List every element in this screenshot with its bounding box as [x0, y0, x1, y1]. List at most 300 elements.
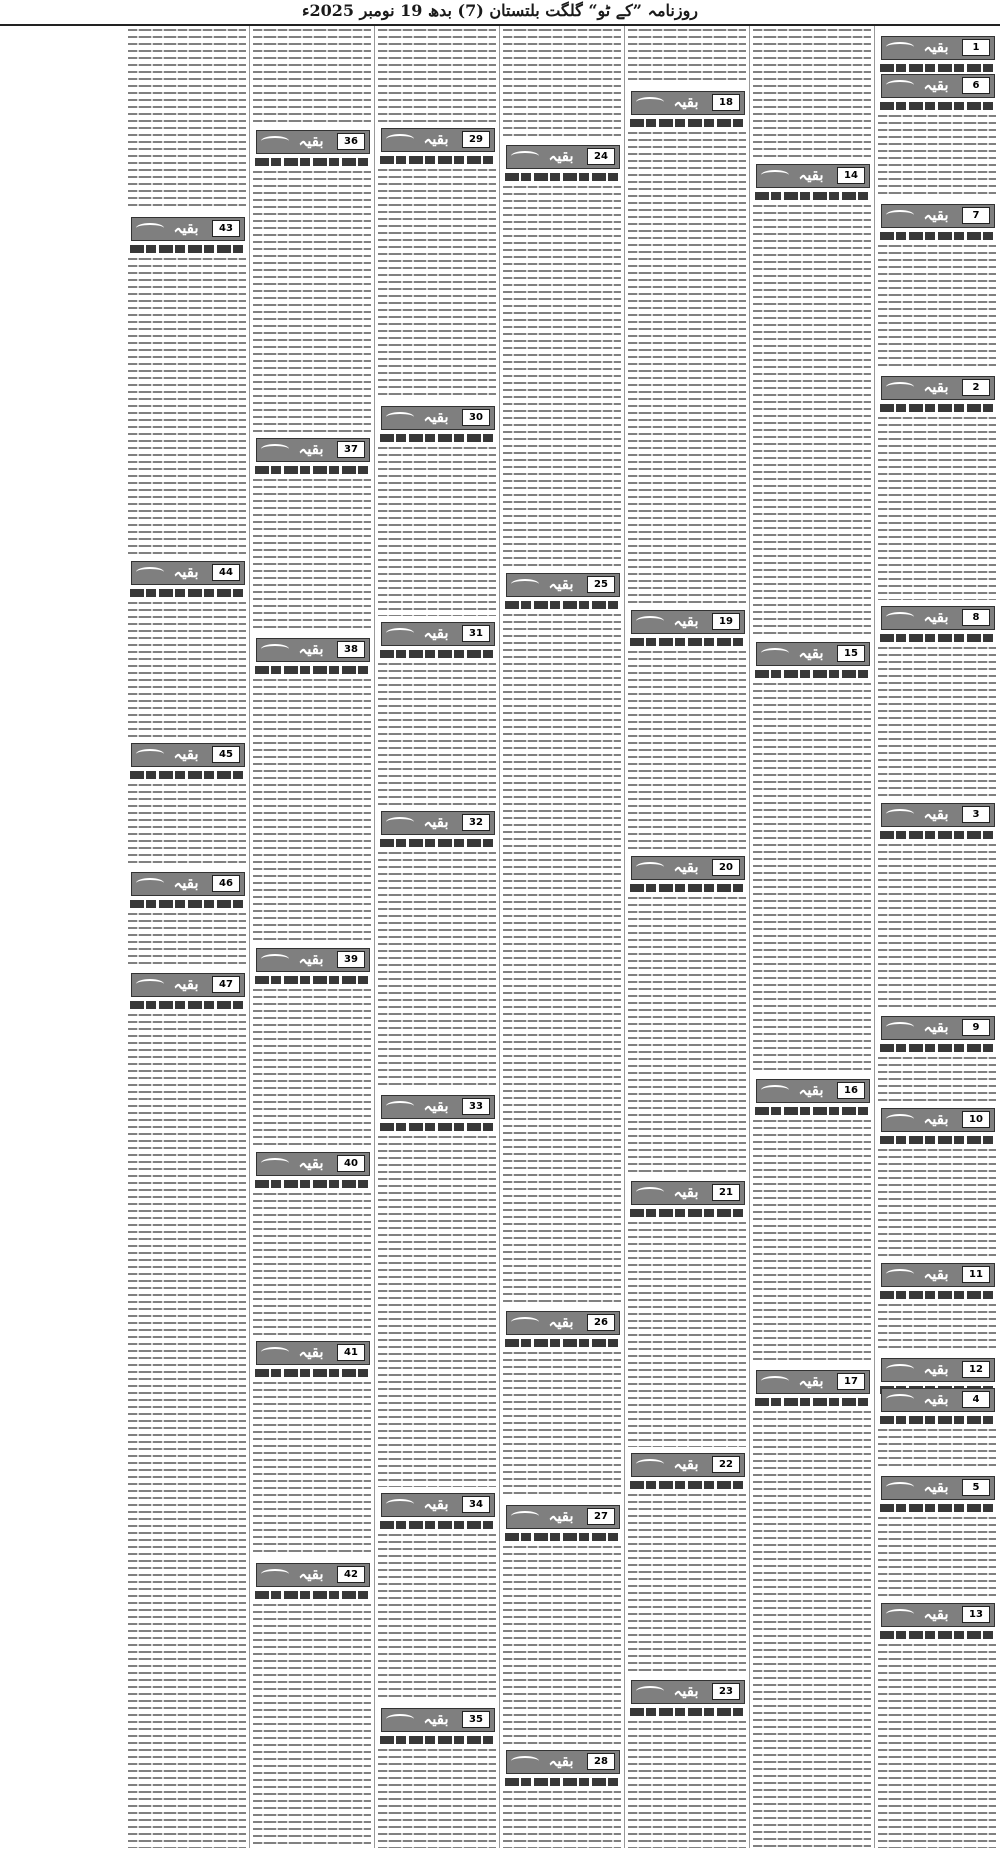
- continuation-badge: [878, 1474, 996, 1500]
- article-text: [753, 26, 871, 158]
- article-lead-line: [505, 1533, 619, 1541]
- article-text: [503, 1349, 621, 1499]
- swoosh-icon: [511, 579, 539, 589]
- article-text: [878, 1301, 996, 1352]
- badge-number: 8: [962, 609, 990, 626]
- article-lead-line: [130, 245, 244, 253]
- badge-number: 10: [962, 1111, 990, 1128]
- swoosh-icon: [261, 136, 289, 146]
- badge-word: بقیہ: [173, 874, 199, 892]
- article-text: [628, 129, 746, 604]
- article-lead-line: [130, 900, 244, 908]
- article-text: [253, 1601, 371, 1848]
- swoosh-icon: [261, 444, 289, 454]
- badge-number: 14: [837, 167, 865, 184]
- newspaper-header: [0, 0, 1000, 26]
- badge-number: 20: [712, 859, 740, 876]
- swoosh-icon: [886, 210, 914, 220]
- article-column: [503, 26, 621, 1848]
- continuation-badge: [128, 215, 246, 241]
- badge-number: 28: [587, 1753, 615, 1770]
- continuation-badge: [128, 971, 246, 997]
- badge-word: بقیہ: [798, 1081, 824, 1099]
- article-lead-line: [255, 466, 369, 474]
- continuation-badge: [378, 404, 496, 430]
- article-lead-line: [130, 589, 244, 597]
- continuation-badge: [878, 604, 996, 630]
- badge-word: بقیہ: [673, 1455, 699, 1473]
- badge-number: 41: [337, 1344, 365, 1361]
- swoosh-icon: [386, 134, 414, 144]
- continuation-badge: [378, 1491, 496, 1517]
- article-text: [253, 1379, 371, 1557]
- badge-word: بقیہ: [298, 640, 324, 658]
- swoosh-icon: [761, 1085, 789, 1095]
- continuation-badge: [253, 1150, 371, 1176]
- article-text: [378, 660, 496, 805]
- badge-number: 13: [962, 1606, 990, 1623]
- badge-number: 15: [837, 645, 865, 662]
- article-lead-line: [380, 434, 494, 442]
- badge-number: 34: [462, 1496, 490, 1513]
- article-lead-line: [380, 156, 494, 164]
- swoosh-icon: [261, 1569, 289, 1579]
- badge-number: 40: [337, 1155, 365, 1172]
- badge-number: 36: [337, 133, 365, 150]
- article-lead-line: [630, 638, 744, 646]
- article-lead-line: [505, 601, 619, 609]
- article-text: [753, 1117, 871, 1364]
- continuation-badge: [753, 1368, 871, 1394]
- badge-word: بقیہ: [923, 76, 949, 94]
- article-lead-line: [755, 192, 869, 200]
- badge-number: 46: [212, 875, 240, 892]
- swoosh-icon: [886, 1114, 914, 1124]
- article-text: [253, 676, 371, 942]
- article-column: [878, 26, 996, 1848]
- swoosh-icon: [386, 628, 414, 638]
- article-lead-line: [130, 1001, 244, 1009]
- badge-word: بقیہ: [548, 1507, 574, 1525]
- swoosh-icon: [886, 809, 914, 819]
- swoosh-icon: [636, 97, 664, 107]
- continuation-badge: [878, 202, 996, 228]
- swoosh-icon: [386, 817, 414, 827]
- article-lead-line: [380, 1123, 494, 1131]
- badge-word: بقیہ: [923, 1110, 949, 1128]
- article-column: [253, 26, 371, 1848]
- badge-number: 22: [712, 1456, 740, 1473]
- newspaper-page: [4, 26, 996, 1848]
- article-text: [878, 414, 996, 600]
- article-text: [878, 644, 996, 797]
- article-lead-line: [880, 1044, 994, 1052]
- badge-number: 25: [587, 576, 615, 593]
- article-lead-line: [505, 173, 619, 181]
- continuation-badge: [628, 1678, 746, 1704]
- badge-number: 44: [212, 564, 240, 581]
- badge-number: 47: [212, 976, 240, 993]
- badge-word: بقیہ: [548, 575, 574, 593]
- article-lead-line: [505, 1339, 619, 1347]
- swoosh-icon: [511, 1756, 539, 1766]
- swoosh-icon: [511, 1511, 539, 1521]
- article-lead-line: [130, 771, 244, 779]
- article-text: [128, 255, 246, 555]
- swoosh-icon: [136, 979, 164, 989]
- swoosh-icon: [136, 749, 164, 759]
- swoosh-icon: [636, 862, 664, 872]
- article-text: [128, 26, 246, 211]
- continuation-badge: [878, 801, 996, 827]
- article-lead-line: [380, 839, 494, 847]
- swoosh-icon: [261, 644, 289, 654]
- continuation-badge: [128, 741, 246, 767]
- column-divider: [374, 26, 375, 1848]
- swoosh-icon: [886, 1394, 914, 1404]
- article-lead-line: [755, 1398, 869, 1406]
- badge-number: 35: [462, 1711, 490, 1728]
- badge-word: بقیہ: [423, 408, 449, 426]
- badge-word: بقیہ: [298, 1154, 324, 1172]
- continuation-badge: [628, 1179, 746, 1205]
- badge-number: 26: [587, 1314, 615, 1331]
- badge-word: بقیہ: [798, 166, 824, 184]
- badge-word: بقیہ: [423, 1495, 449, 1513]
- continuation-badge: [128, 870, 246, 896]
- article-text: [878, 1641, 996, 1848]
- article-text: [503, 611, 621, 1305]
- continuation-badge: [378, 809, 496, 835]
- article-lead-line: [880, 1631, 994, 1639]
- article-text: [878, 242, 996, 370]
- swoosh-icon: [261, 1158, 289, 1168]
- badge-word: بقیہ: [673, 858, 699, 876]
- swoosh-icon: [636, 616, 664, 626]
- swoosh-icon: [511, 1317, 539, 1327]
- swoosh-icon: [136, 223, 164, 233]
- article-text: [878, 1426, 996, 1470]
- badge-number: 33: [462, 1098, 490, 1115]
- badge-word: بقیہ: [923, 378, 949, 396]
- continuation-badge: [378, 620, 496, 646]
- article-lead-line: [755, 670, 869, 678]
- badge-number: 2: [962, 379, 990, 396]
- badge-word: بقیہ: [423, 1097, 449, 1115]
- article-lead-line: [630, 884, 744, 892]
- continuation-badge: [628, 854, 746, 880]
- article-text: [128, 1011, 246, 1848]
- article-text: [503, 183, 621, 567]
- swoosh-icon: [886, 1269, 914, 1279]
- article-lead-line: [630, 1209, 744, 1217]
- badge-number: 17: [837, 1373, 865, 1390]
- continuation-badge: [878, 1261, 996, 1287]
- badge-word: بقیہ: [423, 1710, 449, 1728]
- article-text: [378, 1133, 496, 1487]
- badge-number: 3: [962, 806, 990, 823]
- badge-word: بقیہ: [548, 147, 574, 165]
- continuation-badge: [878, 34, 996, 60]
- continuation-badge: [503, 143, 621, 169]
- badge-number: 29: [462, 131, 490, 148]
- article-text: [753, 680, 871, 1073]
- article-lead-line: [880, 64, 994, 72]
- article-lead-line: [255, 1180, 369, 1188]
- swoosh-icon: [386, 412, 414, 422]
- article-lead-line: [755, 1107, 869, 1115]
- article-text: [128, 599, 246, 737]
- article-lead-line: [880, 1291, 994, 1299]
- article-text: [628, 26, 746, 85]
- article-lead-line: [255, 976, 369, 984]
- badge-number: 4: [962, 1391, 990, 1408]
- swoosh-icon: [761, 1376, 789, 1386]
- article-lead-line: [505, 1778, 619, 1786]
- column-divider: [624, 26, 625, 1848]
- article-text: [128, 910, 246, 967]
- badge-number: 5: [962, 1479, 990, 1496]
- badge-number: 32: [462, 814, 490, 831]
- continuation-badge: [878, 1386, 996, 1412]
- continuation-badge: [253, 1339, 371, 1365]
- swoosh-icon: [886, 80, 914, 90]
- badge-word: بقیہ: [673, 1183, 699, 1201]
- article-text: [503, 1543, 621, 1744]
- swoosh-icon: [886, 1022, 914, 1032]
- swoosh-icon: [136, 567, 164, 577]
- continuation-badge: [878, 1014, 996, 1040]
- badge-number: 39: [337, 951, 365, 968]
- badge-word: بقیہ: [923, 608, 949, 626]
- badge-number: 1: [962, 39, 990, 56]
- article-text: [628, 1219, 746, 1447]
- swoosh-icon: [386, 1101, 414, 1111]
- continuation-badge: [378, 126, 496, 152]
- continuation-badge: [253, 1561, 371, 1587]
- continuation-badge: [503, 1748, 621, 1774]
- continuation-badge: [628, 1451, 746, 1477]
- badge-word: بقیہ: [798, 1372, 824, 1390]
- continuation-badge: [253, 436, 371, 462]
- article-lead-line: [380, 1521, 494, 1529]
- article-lead-line: [880, 102, 994, 110]
- swoosh-icon: [886, 1609, 914, 1619]
- article-text: [378, 849, 496, 1089]
- continuation-badge: [253, 128, 371, 154]
- badge-word: بقیہ: [923, 1478, 949, 1496]
- swoosh-icon: [261, 954, 289, 964]
- swoosh-icon: [636, 1187, 664, 1197]
- badge-number: 30: [462, 409, 490, 426]
- badge-word: بقیہ: [298, 950, 324, 968]
- badge-number: 31: [462, 625, 490, 642]
- article-text: [878, 1514, 996, 1597]
- continuation-badge: [878, 1106, 996, 1132]
- article-lead-line: [380, 1736, 494, 1744]
- badge-word: بقیہ: [923, 206, 949, 224]
- continuation-badge: [503, 1503, 621, 1529]
- article-lead-line: [255, 158, 369, 166]
- badge-word: بقیہ: [923, 1390, 949, 1408]
- badge-number: 23: [712, 1683, 740, 1700]
- article-lead-line: [380, 650, 494, 658]
- article-text: [628, 648, 746, 850]
- swoosh-icon: [511, 151, 539, 161]
- swoosh-icon: [761, 170, 789, 180]
- article-lead-line: [255, 666, 369, 674]
- article-text: [753, 202, 871, 636]
- article-column: [628, 26, 746, 1848]
- continuation-badge: [628, 89, 746, 115]
- article-text: [503, 26, 621, 139]
- badge-word: بقیہ: [423, 813, 449, 831]
- swoosh-icon: [261, 1347, 289, 1357]
- badge-number: 9: [962, 1019, 990, 1036]
- article-text: [253, 986, 371, 1146]
- article-text: [378, 444, 496, 616]
- continuation-badge: [253, 636, 371, 662]
- swoosh-icon: [886, 42, 914, 52]
- article-text: [628, 1718, 746, 1848]
- continuation-badge: [878, 374, 996, 400]
- article-lead-line: [880, 634, 994, 642]
- continuation-badge: [878, 1356, 996, 1382]
- swoosh-icon: [761, 648, 789, 658]
- article-column: [128, 26, 246, 1848]
- article-lead-line: [255, 1591, 369, 1599]
- badge-number: 21: [712, 1184, 740, 1201]
- badge-word: بقیہ: [923, 1265, 949, 1283]
- badge-number: 45: [212, 746, 240, 763]
- badge-number: 19: [712, 613, 740, 630]
- badge-number: 6: [962, 77, 990, 94]
- badge-number: 7: [962, 207, 990, 224]
- badge-number: 16: [837, 1082, 865, 1099]
- swoosh-icon: [886, 382, 914, 392]
- article-lead-line: [880, 831, 994, 839]
- swoosh-icon: [386, 1714, 414, 1724]
- article-text: [878, 1146, 996, 1257]
- article-lead-line: [880, 404, 994, 412]
- badge-word: بقیہ: [423, 624, 449, 642]
- continuation-badge: [378, 1093, 496, 1119]
- column-divider: [499, 26, 500, 1848]
- badge-word: بقیہ: [298, 1565, 324, 1583]
- article-lead-line: [630, 119, 744, 127]
- article-lead-line: [880, 1416, 994, 1424]
- badge-word: بقیہ: [673, 1682, 699, 1700]
- article-text: [378, 166, 496, 400]
- badge-word: بقیہ: [923, 38, 949, 56]
- article-lead-line: [880, 1136, 994, 1144]
- article-lead-line: [630, 1708, 744, 1716]
- article-text: [878, 841, 996, 1010]
- swoosh-icon: [636, 1686, 664, 1696]
- badge-number: 11: [962, 1266, 990, 1283]
- article-lead-line: [630, 1481, 744, 1489]
- article-lead-line: [880, 1504, 994, 1512]
- badge-word: بقیہ: [298, 440, 324, 458]
- article-text: [753, 1408, 871, 1848]
- swoosh-icon: [136, 878, 164, 888]
- swoosh-icon: [886, 1364, 914, 1374]
- continuation-badge: [503, 1309, 621, 1335]
- badge-word: بقیہ: [173, 745, 199, 763]
- article-text: [253, 168, 371, 432]
- article-text: [253, 476, 371, 632]
- continuation-badge: [128, 559, 246, 585]
- page-title: روزنامہ ”کے ٹو“ گلگت بلتستان (7) بدھ 19 نومبر 2025ء: [301, 1, 699, 20]
- column-divider: [249, 26, 250, 1848]
- badge-word: بقیہ: [923, 805, 949, 823]
- badge-word: بقیہ: [423, 130, 449, 148]
- badge-word: بقیہ: [673, 93, 699, 111]
- badge-word: بقیہ: [923, 1018, 949, 1036]
- continuation-badge: [753, 1077, 871, 1103]
- badge-word: بقیہ: [798, 644, 824, 662]
- article-text: [503, 1788, 621, 1848]
- badge-number: 38: [337, 641, 365, 658]
- continuation-badge: [753, 640, 871, 666]
- badge-word: بقیہ: [173, 975, 199, 993]
- continuation-badge: [753, 162, 871, 188]
- badge-word: بقیہ: [173, 219, 199, 237]
- badge-number: 37: [337, 441, 365, 458]
- badge-number: 24: [587, 148, 615, 165]
- badge-word: بقیہ: [173, 563, 199, 581]
- article-text: [378, 26, 496, 122]
- continuation-badge: [503, 571, 621, 597]
- article-text: [253, 26, 371, 124]
- continuation-badge: [878, 1601, 996, 1627]
- badge-word: بقیہ: [548, 1752, 574, 1770]
- badge-word: بقیہ: [673, 612, 699, 630]
- article-lead-line: [255, 1369, 369, 1377]
- article-text: [878, 112, 996, 198]
- article-text: [378, 1746, 496, 1848]
- swoosh-icon: [636, 1459, 664, 1469]
- article-text: [253, 1190, 371, 1335]
- badge-number: 18: [712, 94, 740, 111]
- column-divider: [749, 26, 750, 1848]
- badge-number: 42: [337, 1566, 365, 1583]
- continuation-badge: [253, 946, 371, 972]
- article-lead-line: [880, 232, 994, 240]
- badge-word: بقیہ: [298, 1343, 324, 1361]
- swoosh-icon: [886, 612, 914, 622]
- article-text: [628, 1491, 746, 1674]
- badge-number: 43: [212, 220, 240, 237]
- badge-word: بقیہ: [923, 1360, 949, 1378]
- article-text: [878, 1054, 996, 1102]
- article-column: [378, 26, 496, 1848]
- article-column: [753, 26, 871, 1848]
- badge-number: 12: [962, 1361, 990, 1378]
- badge-word: بقیہ: [923, 1605, 949, 1623]
- badge-number: 27: [587, 1508, 615, 1525]
- column-divider: [874, 26, 875, 1848]
- swoosh-icon: [886, 1482, 914, 1492]
- article-text: [128, 781, 246, 866]
- badge-word: بقیہ: [548, 1313, 574, 1331]
- swoosh-icon: [386, 1499, 414, 1509]
- continuation-badge: [878, 72, 996, 98]
- continuation-badge: [628, 608, 746, 634]
- article-text: [628, 894, 746, 1175]
- badge-word: بقیہ: [298, 132, 324, 150]
- article-text: [378, 1531, 496, 1702]
